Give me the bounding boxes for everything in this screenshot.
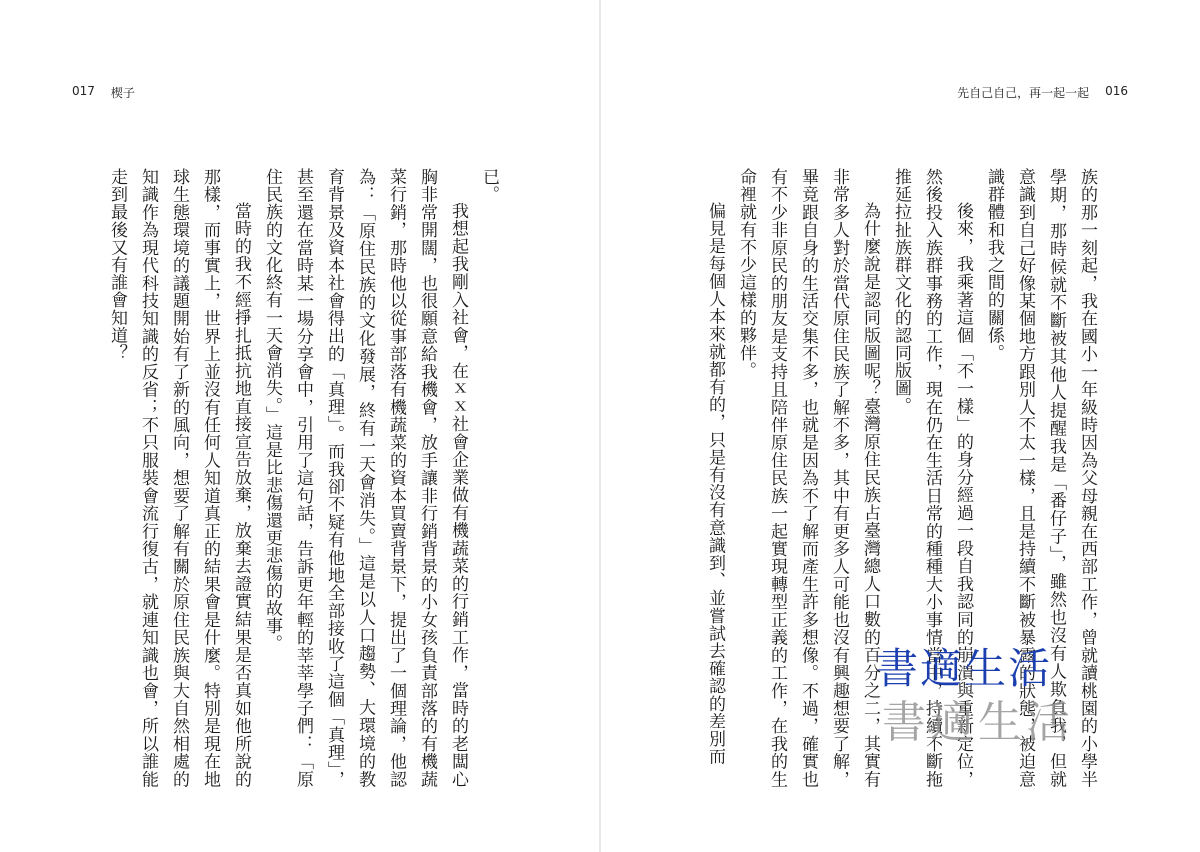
paragraph: 當時的我不經掙扎抵抗地直接宣告放棄，放棄去證實結果是否真如他所說的那樣，而事實上，世界上並沒有任何人知道真正的結果會是什麼。特別是現在地球生態環境的議題開始有了新的風向，想要了解有關於原住民族與大自然相處的知識作為現代科技知識的反省；不只服裝會流行復古，就連知識也會，所以誰能走到最後又有誰會知道？ <box>107 168 251 788</box>
left-page-body <box>96 168 504 788</box>
left-chapter-title: 楔子 <box>110 86 135 100</box>
right-page-number: 016 <box>1105 84 1128 98</box>
left-page-number: 017 <box>72 84 95 98</box>
paragraph: 為什麼說是認同版圖呢？臺灣原住民族占臺灣總人口數的百分之二，其實有非常多人對於當代原住民族了解不多，其中有更多人可能也沒有興趣想要了解，畢竟跟自身的生活交集不多，也就是因為不了解而產生許多想像。不過，確實也有不少非原民的朋友是支持且陪伴原住民族一起實現轉型正義的工作，在我的生命裡就有不少這樣的夥伴。 <box>736 168 880 788</box>
right-page-body <box>692 168 1102 788</box>
paragraph: 我想起我剛入社會，在ｘｘ社會企業做有機蔬菜的行銷工作，當時的老闆心胸非常開闊，也很願意給我機會，放手讓非行銷背景的小女孩負責部落的有機蔬菜行銷，那時他以從事部落有機蔬菜的資本買賣背景下，提出了一個理論，他認為：「原住民族的文化發展，終有一天會消失。」這是以人口趨勢、大環境的教育背景及資本社會得出的「真理」。而我卻不疑有他地全部接收了這個「真理」，甚至還在當時某一場分享會中，引用了這句話，告訴更年輕的莘莘學子們：「原住民族的文化終有一天會消失。」這是比悲傷還更悲傷的故事。 <box>262 168 468 788</box>
right-chapter-title: 先自己自己，再一起一起 <box>957 86 1090 100</box>
right-running-header <box>957 84 1128 101</box>
paragraph: 偏見是每個人本來就都有的，只是有沒有意識到、並嘗試去確認的差別而 <box>705 202 725 766</box>
paragraph: 已。 <box>479 168 499 204</box>
left-running-header <box>72 84 135 101</box>
paragraph: 後來，我乘著這個「不一樣」的身分經過一段自我認同的崩潰與重新定位，然後投入族群事務的工作，現在仍在生活日常的種種大小事情當中，持續不斷拖推延拉扯族群文化的認同版圖。 <box>891 168 973 788</box>
book-spine <box>599 0 601 852</box>
watermark-text-gray: 書適生活 <box>882 697 1074 748</box>
watermark-text-blue: 書適生活 <box>876 644 1053 693</box>
paragraph: 族的那一刻起，我在國小一年級時因為父母親在西部工作，曾就讀桃園的小學半學期，那時候就不斷被其他人提醒我是「番仔子」，雖然也沒有人欺負我，但就意識到自己好像某個地方跟別人不太一樣，且是持續不斷被暴露的狀態，被迫意識群體和我之間的關係。 <box>984 168 1097 788</box>
